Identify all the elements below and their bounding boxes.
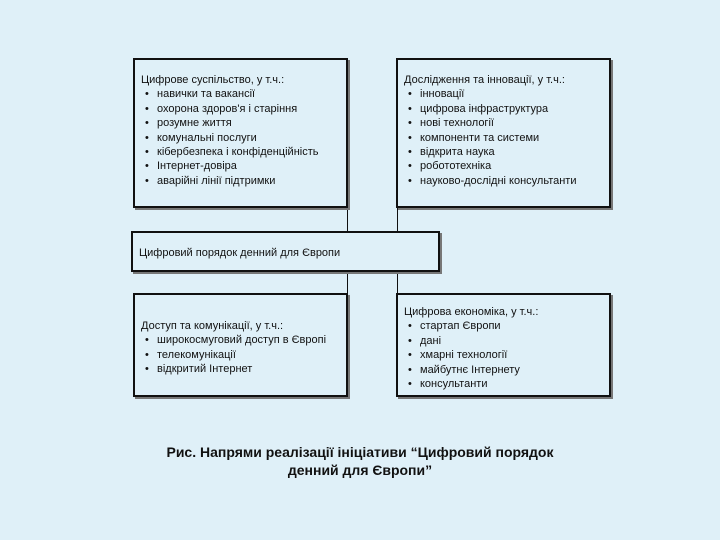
box-access-communications (133, 293, 348, 397)
list-item: • хмарні технології (404, 348, 609, 362)
list-item: • широкосмуговий доступ в Європі (141, 333, 346, 347)
figure-caption (140, 443, 580, 479)
list-item: • стартап Європи (404, 319, 609, 333)
item-list (404, 319, 609, 391)
caption-line: Рис. Напрями реалізації ініціативи “Цифровий порядок (166, 444, 554, 460)
list-item: • цифрова інфраструктура (404, 102, 609, 116)
box-title: Доступ та комунікації, у т.ч.: (141, 320, 284, 332)
list-item: • навички та вакансії (141, 87, 346, 101)
list-item: • робототехніка (404, 159, 609, 173)
item-list (404, 87, 609, 188)
list-item: • компоненти та системи (404, 131, 609, 145)
box-title: Цифровий порядок денний для Європи (139, 247, 341, 259)
list-item: • інновації (404, 87, 609, 101)
list-item: • кібербезпека і конфіденційність (141, 145, 346, 159)
box-digital-economy (396, 293, 611, 397)
list-item: • охорона здоров'я і старіння (141, 102, 346, 116)
list-item: • розумне життя (141, 116, 346, 130)
list-item: • Інтернет-довіра (141, 159, 346, 173)
list-item: • дані (404, 334, 609, 348)
list-item: • відкритий Інтернет (141, 362, 346, 376)
box-research-innovation (396, 58, 611, 208)
item-list (141, 87, 346, 188)
list-item: • нові технології (404, 116, 609, 130)
list-item: • консультанти (404, 377, 609, 391)
box-title: Цифрова економіка, у т.ч.: (404, 306, 539, 318)
item-list (141, 333, 346, 376)
list-item: • відкрита наука (404, 145, 609, 159)
list-item: • аварійні лінії підтримки (141, 174, 346, 188)
list-item: • комунальні послуги (141, 131, 346, 145)
box-title: Цифрове суспільство, у т.ч.: (141, 74, 285, 86)
list-item: • майбутнє Інтернету (404, 363, 609, 377)
list-item: • телекомунікації (141, 348, 346, 362)
box-digital-agenda (131, 231, 440, 272)
box-digital-society (133, 58, 348, 208)
caption-line: денний для Європи” (287, 462, 433, 478)
list-item: • науково-дослідні консультанти (404, 174, 609, 188)
box-title: Дослідження та інновації, у т.ч.: (404, 74, 565, 86)
